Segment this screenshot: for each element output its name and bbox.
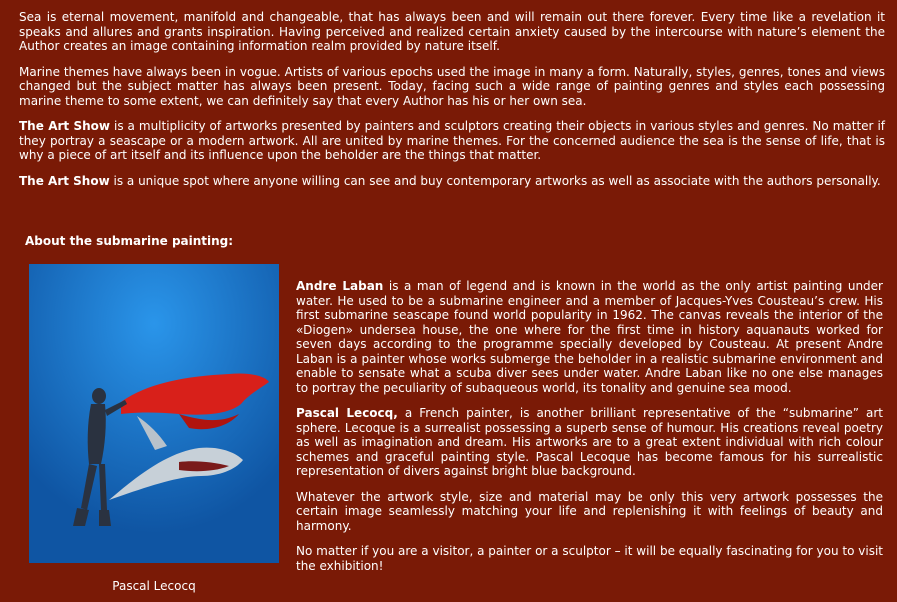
intro-paragraph-4-text: is a unique spot where anyone willing can see and buy contemporary artworks as well as associate with the authors personally. (109, 173, 881, 188)
painting-illustration (29, 264, 279, 563)
bio-pascal-lecocq (296, 406, 883, 479)
artist-name-andre-laban: Andre Laban (296, 279, 384, 293)
bio-andre-laban-text: is a man of legend and is known in the world as the only artist painting under water. He used to be a submarine engineer and a member of Jacques-Yves Cousteau’s crew. His first submarine seascape found world popularity in 1962. The canvas reveals the interior of the «Diogen» undersea house, the one where for the first time in history aquanauts worked for seven days according to the programme specially developed by Cousteau. At present Andre Laban is a painter whose works submerge the beholder in a realistic submarine environment and enable to sensate what a scuba diver sees under water. Andre Laban like no one else manages to portray the peculiarity of subaqueous world, its tonality and genuine sea mood. (296, 279, 883, 395)
art-show-name: The Art Show (19, 119, 111, 133)
intro-paragraph-3 (19, 119, 885, 163)
water-background (29, 264, 279, 563)
painting-caption: Pascal Lecocq (112, 579, 196, 593)
intro-paragraph-1: Sea is eternal movement, manifold and changeable, that has always been and will remain out there forever. Every time like a revelation it speaks and allures and grants inspiration. Having perceived and realized certain anxiety caused by the intercourse with nature’s element the Author creates an image containing information realm provided by nature itself. (19, 10, 885, 53)
artists-section (296, 279, 883, 584)
intro-paragraph-4 (19, 174, 885, 189)
visit-paragraph: No matter if you are a visitor, a painter or a sculptor – it will be equally fascinating for you to visit the exhibition! (296, 544, 883, 573)
artist-name-pascal-lecocq: Pascal Lecocq, (296, 406, 398, 420)
intro-paragraph-2: Marine themes have always been in vogue. Artists of various epochs used the image in many a form. Naturally, styles, genres, tones and views changed but the subject matter has always been present. Today, facing such a wide range of painting genres and styles each possessing marine theme to some extent, we can definitely say that every Author has his or her own sea. (19, 64, 885, 108)
intro-section (19, 10, 885, 199)
section-title: About the submarine painting: (25, 234, 234, 248)
artwork-paragraph: Whatever the artwork style, size and material may be only this very artwork possesses the certain image seamlessly matching your life and replenishing it with feelings of beauty and harmony. (296, 489, 883, 533)
intro-paragraph-3-text: is a multiplicity of artworks presented by painters and sculptors creating their objects in various styles and genres. No matter if they portray a seascape or a modern artwork. All are united by marine themes. For the concerned audience the sea is the sense of life, that is why a piece of art itself and its influence upon the beholder are the things that matter. (19, 119, 886, 162)
submarine-painting-image (29, 264, 279, 563)
art-show-name: The Art Show (19, 173, 110, 188)
bio-pascal-lecocq-text: a French painter, is another brilliant representative of the “submarine” art sphere. Lecoque is a surrealist possessing a superb sense of humour. His creations reveal poetry as well as imagination and dream. His artworks are to a great extent individual with rich colour schemes and graceful painting style. Pascal Lecoque has become famous for his surrealistic representation of divers against bright blue background. (296, 406, 883, 478)
bio-andre-laban (296, 279, 883, 395)
